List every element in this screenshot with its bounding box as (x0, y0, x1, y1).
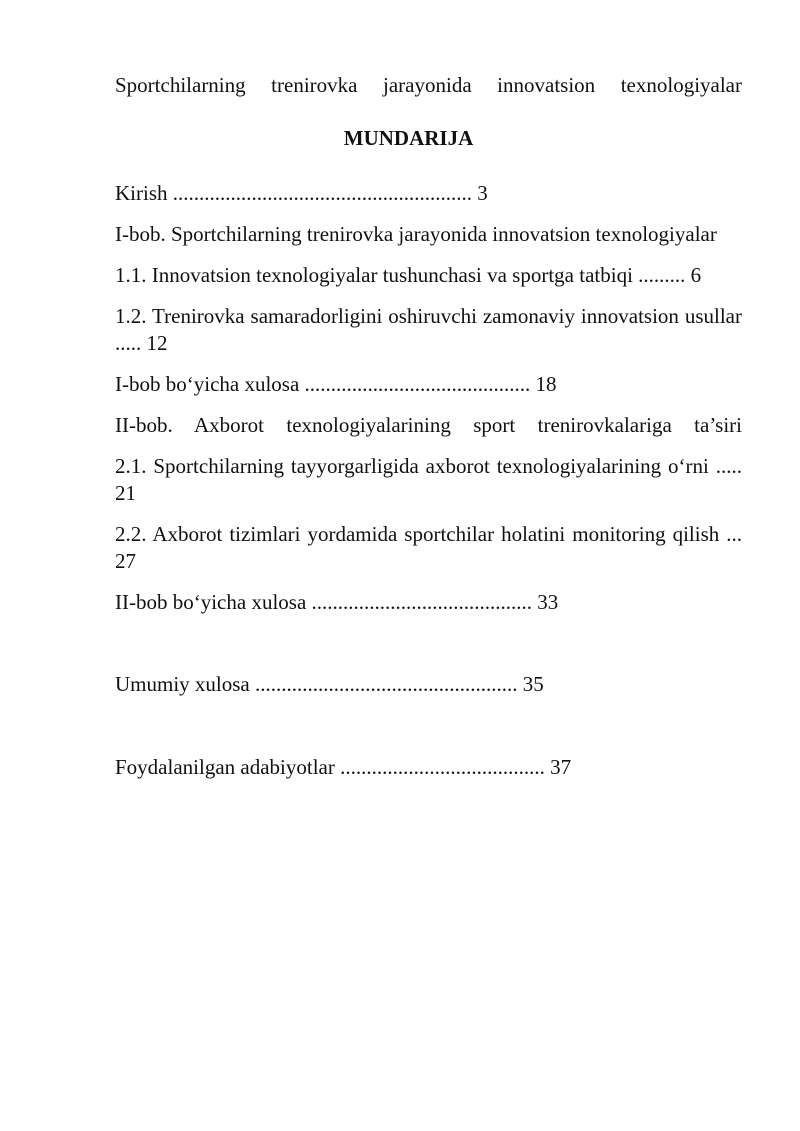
toc-item-chapter-2-conclusion: II-bob bo‘yicha xulosa .......................................... 33 (115, 590, 559, 614)
toc-item-kirish: Kirish ......................................................... 3 (115, 181, 488, 205)
toc-item-general-conclusion: Umumiy xulosa .................................................. 35 (115, 672, 544, 696)
toc-item-section-2-2: 2.2. Axborot tizimlari yordamida sportchilar holatini monitoring qilish ... 27 (115, 522, 742, 573)
toc-item-chapter-2: II-bob. Axborot texnologiyalarining sport trenirovkalariga ta’siri (115, 413, 742, 437)
toc-item-section-1-2: 1.2. Trenirovka samaradorligini oshiruvchi zamonaviy innovatsion usullar ..... 12 (115, 304, 742, 355)
toc-item-chapter-1-conclusion: I-bob bo‘yicha xulosa ........................................... 18 (115, 372, 557, 396)
toc-item-section-1-1: 1.1. Innovatsion texnologiyalar tushunchasi va sportga tatbiqi ......... 6 (115, 263, 702, 287)
toc-item-chapter-1: I-bob. Sportchilarning trenirovka jarayonida innovatsion texnologiyalar (115, 222, 717, 246)
document-title: Sportchilarning trenirovka jarayonida innovatsion texnologiyalar (115, 73, 742, 97)
document-page (115, 72, 742, 781)
table-of-contents (115, 180, 742, 781)
toc-item-references: Foydalanilgan adabiyotlar ....................................... 37 (115, 755, 572, 779)
toc-item-section-2-1: 2.1. Sportchilarning tayyorgarligida axborot texnologiyalarining o‘rni ..... 21 (115, 454, 742, 505)
toc-heading: MUNDARIJA (343, 126, 474, 150)
